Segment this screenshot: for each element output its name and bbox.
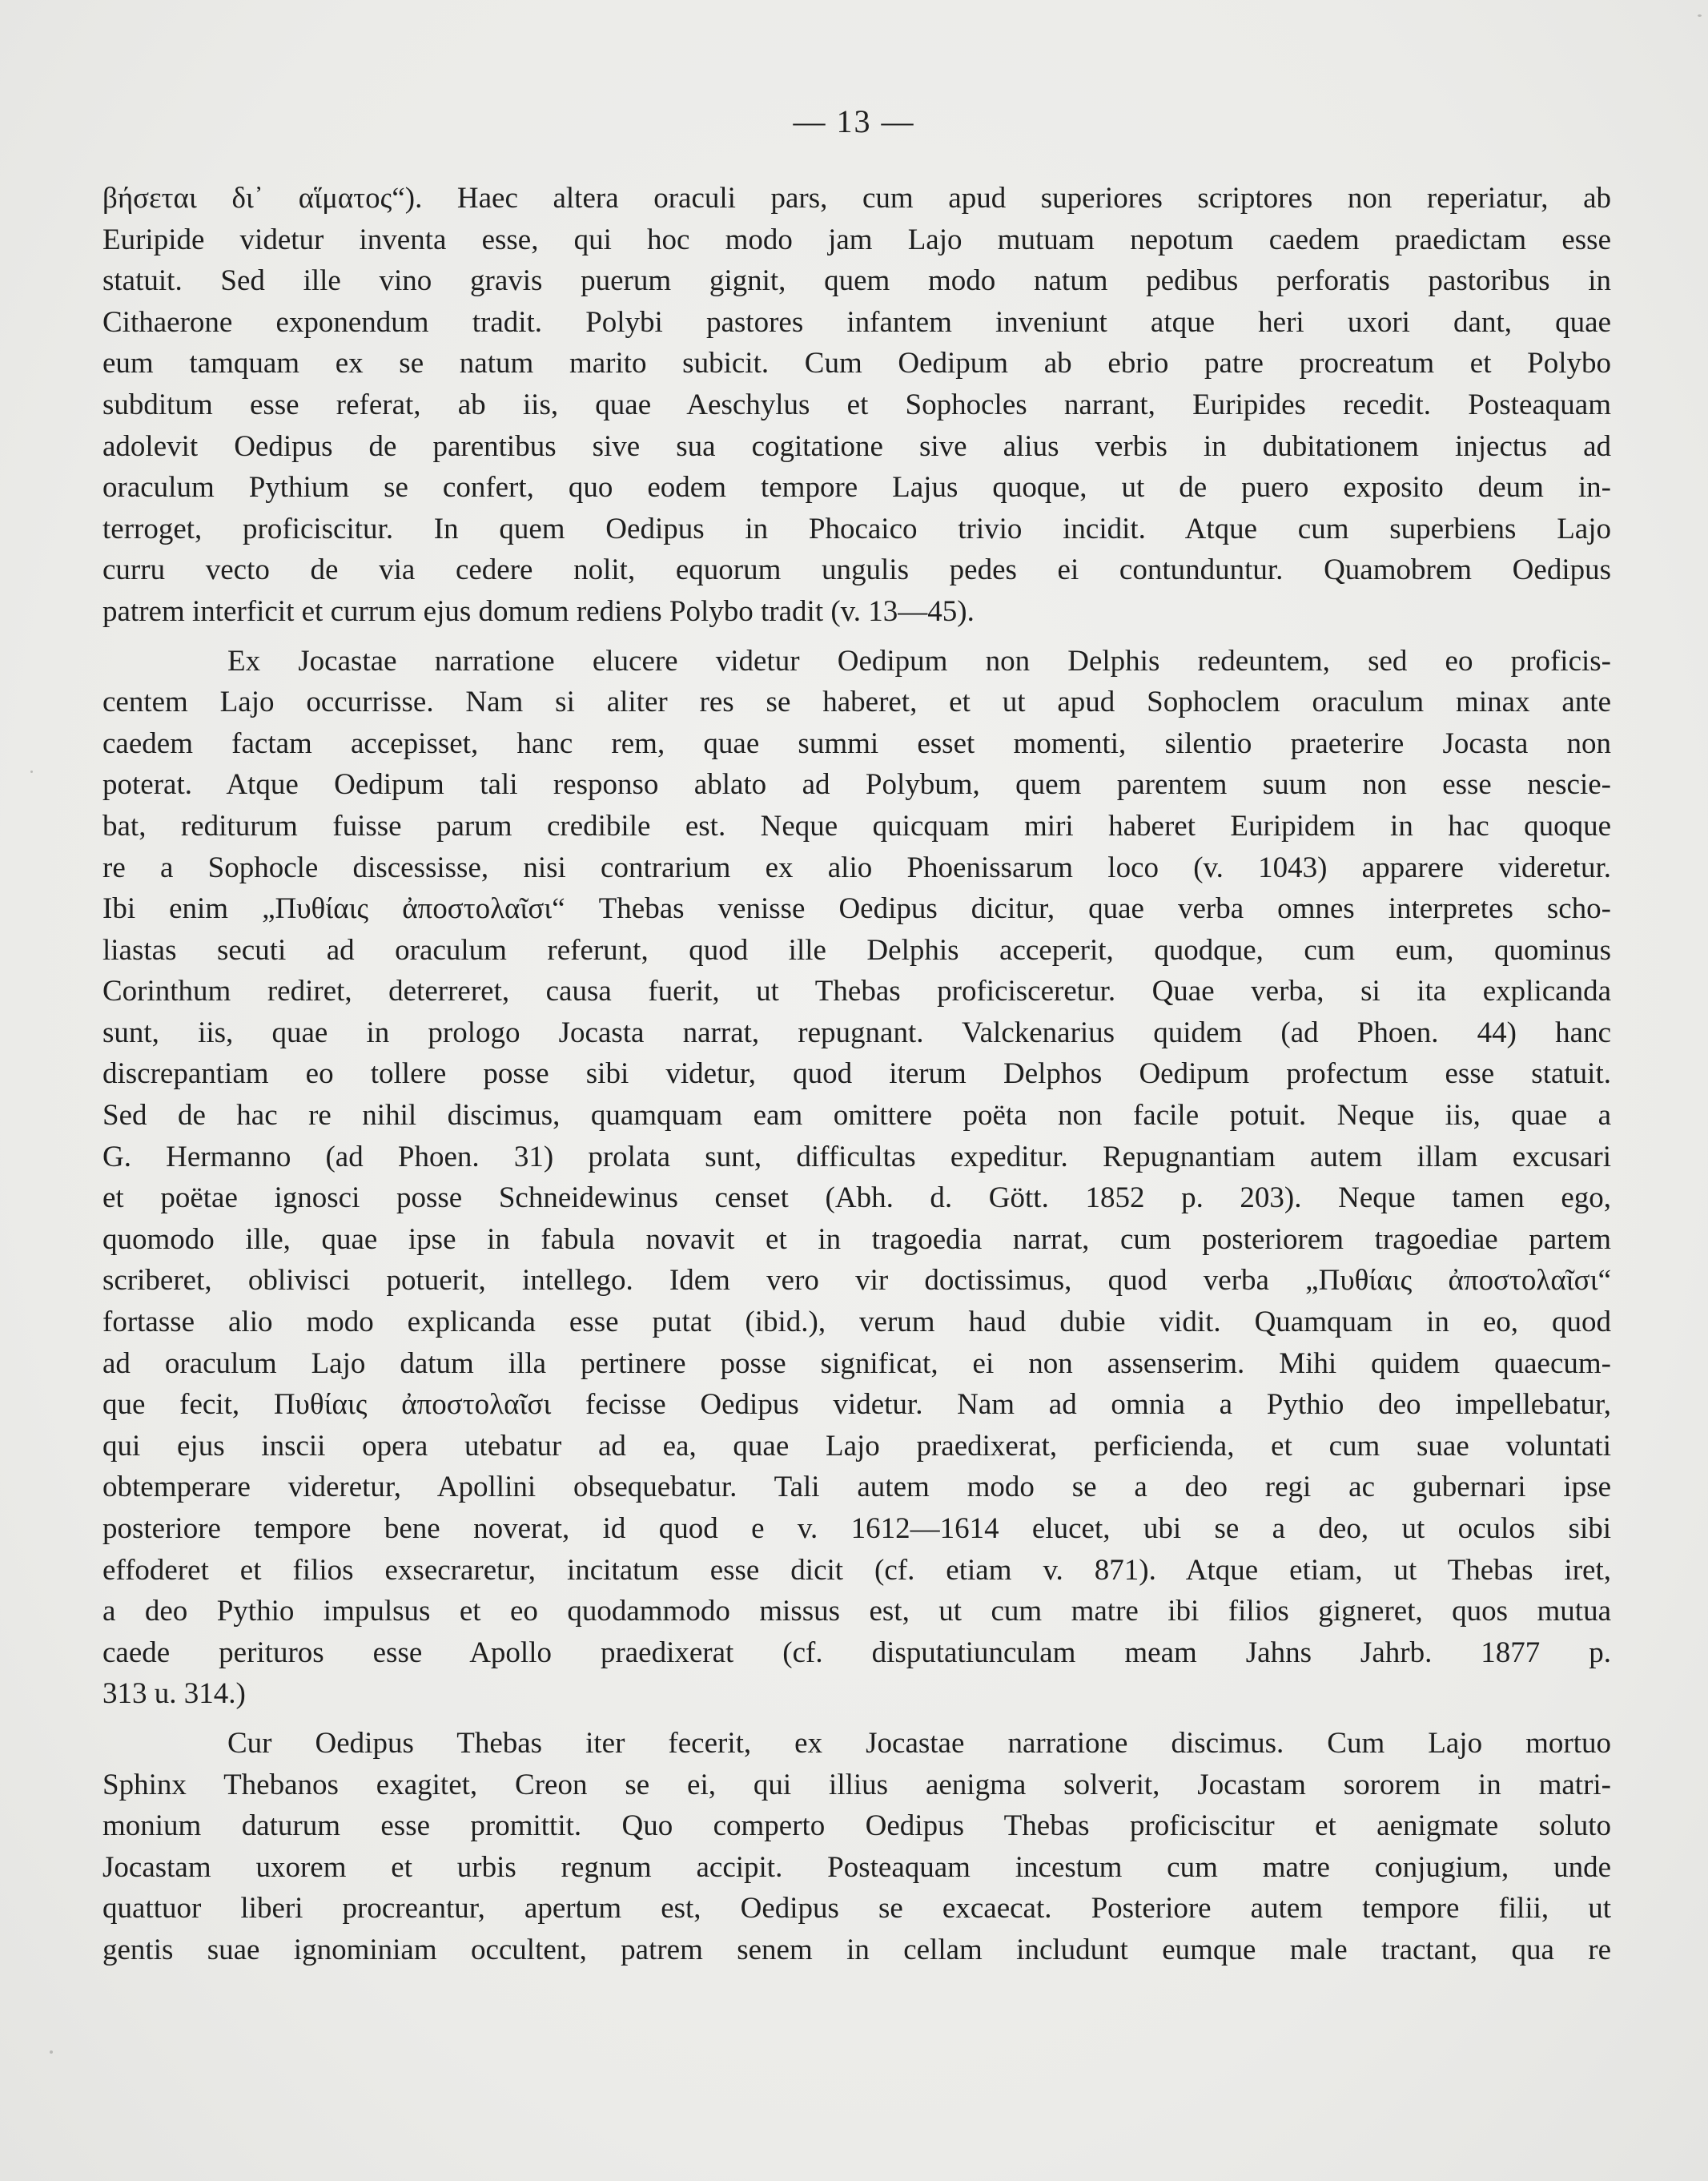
- text-line: et poëtae ignosci posse Schneidewinus censet (Abh. d. Gött. 1852 p. 203). Neque tamen ego,: [102, 1181, 1611, 1215]
- text-line: sunt, iis, quae in prologo Jocasta narrat, repugnant. Valckenarius quidem (ad Phoen. 44) hanc: [102, 1016, 1611, 1049]
- body-text: [102, 178, 1611, 1971]
- text-line: βήσεται δι᾽ αἵματος“). Haec altera oraculi pars, cum apud superiores scriptores non reperiatur, ab: [102, 182, 1611, 215]
- text-line: ad oraculum Lajo datum illa pertinere posse significat, ei non assenserim. Mihi quidem quaecum-: [102, 1346, 1611, 1380]
- text-line: adolevit Oedipus de parentibus sive sua cogitatione sive alius verbis in dubitationem injectus ad: [102, 429, 1611, 463]
- text-line: bat, rediturum fuisse parum credibile est. Neque quicquam miri haberet Euripidem in hac quoque: [102, 809, 1611, 843]
- text-line: Ibi enim „Πυθίαις ἀποστολαῖσι“ Thebas venisse Oedipus dicitur, quae verba omnes interpretes scho-: [102, 892, 1611, 926]
- text-line: scriberet, oblivisci potuerit, intellego. Idem vero vir doctissimus, quod verba „Πυθίαις ἀποστολαῖσι“: [102, 1264, 1611, 1298]
- text-line: gentis suae ignominiam occultent, patrem senem in cellam includunt eumque male tractant, qua re: [102, 1933, 1611, 1966]
- text-line: que fecit, Πυθίαις ἀποστολαῖσι fecisse Oedipus videtur. Nam ad omnia a Pythio deo impellebatur,: [102, 1388, 1611, 1422]
- paper-speck: [50, 2050, 53, 2054]
- text-line: monium daturum esse promittit. Quo comperto Oedipus Thebas proficiscitur et aenigmate soluto: [102, 1809, 1611, 1843]
- text-line: quomodo ille, quae ipse in fabula novavit et in tragoedia narrat, cum posteriorem tragoediae partem: [102, 1222, 1611, 1256]
- text-line: effoderet et filios exsecraretur, incitatum esse dicit (cf. etiam v. 871). Atque etiam, ut Thebas iret,: [102, 1553, 1611, 1587]
- text-line: obtemperare videretur, Apollini obsequebatur. Tali autem modo se a deo regi ac gubernari ipse: [102, 1471, 1611, 1504]
- text-line: G. Hermanno (ad Phoen. 31) prolata sunt, difficultas expeditur. Repugnantiam autem illam excusari: [102, 1140, 1611, 1173]
- text-line: oraculum Pythium se confert, quo eodem tempore Lajus quoque, ut de puero exposito deum in-: [102, 471, 1611, 505]
- paragraph-2: [102, 641, 1611, 1715]
- text-line: Sed de hac re nihil discimus, quamquam eam omittere poëta non facile potuit. Neque iis, quae a: [102, 1099, 1611, 1133]
- text-line: qui ejus inscii opera utebatur ad ea, quae Lajo praedixerat, perficienda, et cum suae voluntati: [102, 1429, 1611, 1463]
- text-line: curru vecto de via cedere nolit, equorum ungulis pedes ei contunduntur. Quamobrem Oedipus: [102, 553, 1611, 587]
- paper-speck: [30, 771, 33, 773]
- text-line: subditum esse referat, ab iis, quae Aeschylus et Sophocles narrant, Euripides recedit. Posteaquam: [102, 388, 1611, 421]
- text-line: liastas secuti ad oraculum referunt, quod ille Delphis acceperit, quodque, cum eum, quominus: [102, 933, 1611, 967]
- text-line: eum tamquam ex se natum marito subicit. Cum Oedipum ab ebrio patre procreatum et Polybo: [102, 347, 1611, 380]
- text-line: caede perituros esse Apollo praedixerat (cf. disputatiunculam meam Jahns Jahrb. 1877 p.: [102, 1636, 1611, 1669]
- text-line: Jocastam uxorem et urbis regnum accipit. Posteaquam incestum cum matre conjugium, unde: [102, 1850, 1611, 1884]
- paper-speck: [1698, 14, 1702, 17]
- text-line: statuit. Sed ille vino gravis puerum gignit, quem modo natum pedibus perforatis pastoribus in: [102, 264, 1611, 298]
- text-line: a deo Pythio impulsus et eo quodammodo missus est, ut cum matre ibi filios gigneret, quos mutua: [102, 1595, 1611, 1628]
- text-line: poterat. Atque Oedipum tali responso ablato ad Polybum, quem parentem suum non esse nescie-: [102, 768, 1611, 802]
- text-line: Cithaerone exponendum tradit. Polybi pastores infantem inveniunt atque heri uxori dant, quae: [102, 305, 1611, 339]
- text-line: Corinthum rediret, deterreret, causa fuerit, ut Thebas proficisceretur. Quae verba, si ita explicanda: [102, 975, 1611, 1008]
- page-number: — 13 —: [793, 103, 915, 139]
- text-line: patrem interficit et currum ejus domum rediens Polybo tradit (v. 13—45).: [102, 594, 975, 628]
- text-line: Ex Jocastae narratione elucere videtur Oedipum non Delphis redeuntem, sed eo proficis-: [227, 644, 1611, 678]
- text-line: discrepantiam eo tollere posse sibi videtur, quod iterum Delphos Oedipum profectum esse statuit.: [102, 1057, 1611, 1091]
- text-line: caedem factam accepisset, hanc rem, quae summi esset momenti, silentio praeterire Jocasta non: [102, 726, 1611, 760]
- text-line: fortasse alio modo explicanda esse putat (ibid.), verum haud dubie vidit. Quamquam in eo, quod: [102, 1306, 1611, 1339]
- text-line: 313 u. 314.): [102, 1677, 246, 1711]
- text-line: quattuor liberi procreantur, apertum est, Oedipus se excaecat. Posteriore autem tempore filii, ut: [102, 1892, 1611, 1925]
- text-line: Sphinx Thebanos exagitet, Creon se ei, qui illius aenigma solverit, Jocastam sororem in matri-: [102, 1768, 1611, 1801]
- text-line: Euripide videtur inventa esse, qui hoc modo jam Lajo mutuam nepotum caedem praedictam esse: [102, 223, 1611, 256]
- text-line: centem Lajo occurrisse. Nam si aliter res se haberet, et ut apud Sophoclem oraculum minax ante: [102, 686, 1611, 719]
- paragraph-3: [102, 1723, 1611, 1971]
- text-line: Cur Oedipus Thebas iter fecerit, ex Jocastae narratione discimus. Cum Lajo mortuo: [227, 1726, 1611, 1760]
- text-line: re a Sophocle discessisse, nisi contrarium ex alio Phoenissarum loco (v. 1043) apparere videretur.: [102, 851, 1611, 884]
- paragraph-1: [102, 178, 1611, 633]
- text-line: terroget, proficiscitur. In quem Oedipus in Phocaico trivio incidit. Atque cum superbiens Lajo: [102, 512, 1611, 545]
- text-line: posteriore tempore bene noverat, id quod e v. 1612—1614 elucet, ubi se a deo, ut oculos sibi: [102, 1512, 1611, 1545]
